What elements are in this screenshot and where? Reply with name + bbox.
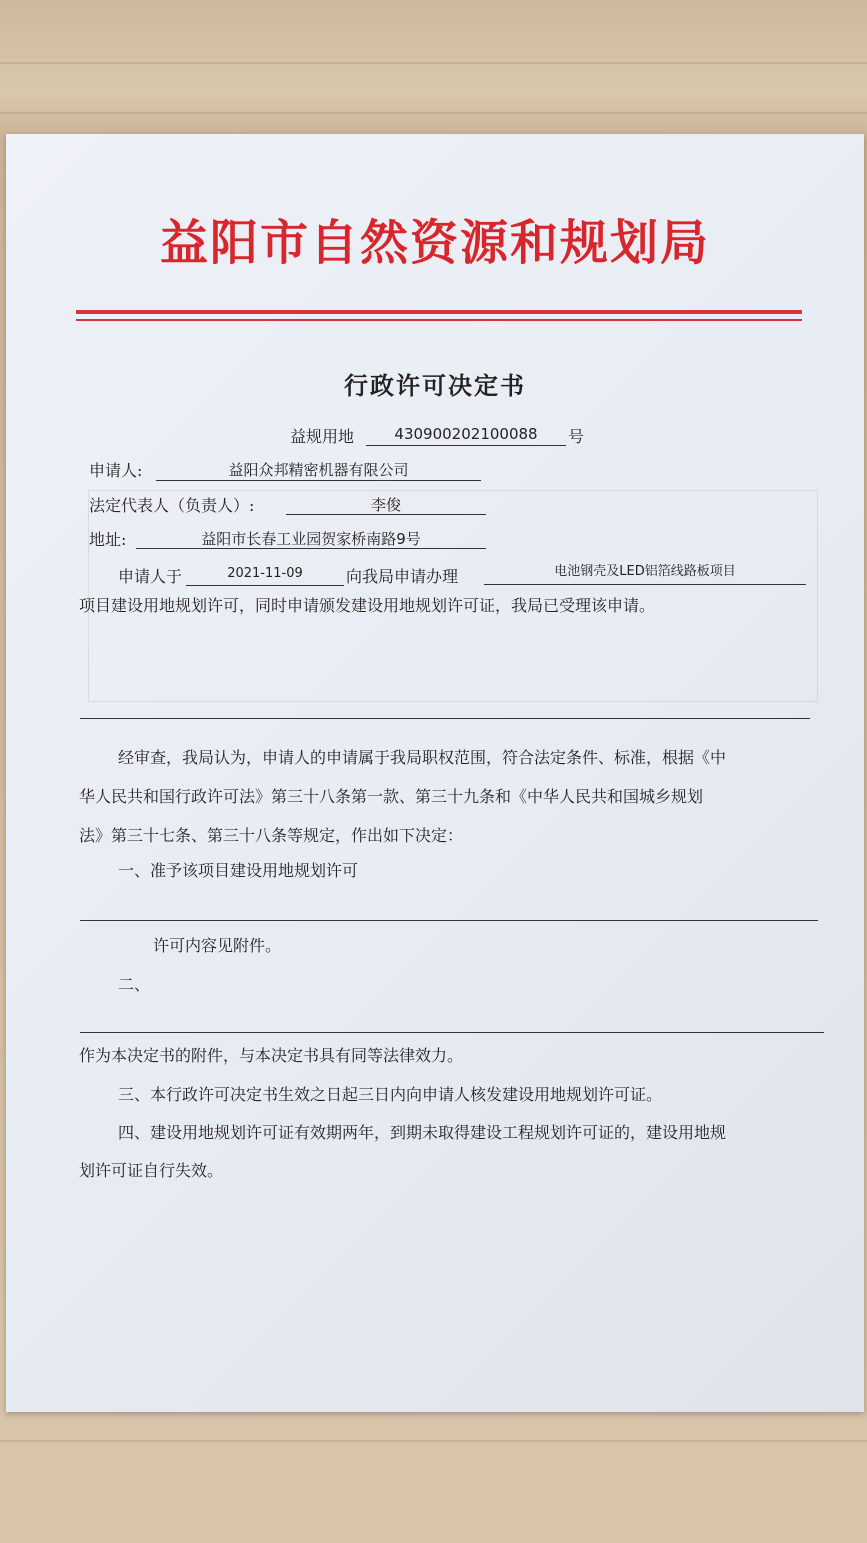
table-edge	[0, 112, 867, 114]
decision-4-line1: 四、建设用地规划许可证有效期两年，到期未取得建设工程规划许可证的，建设用地规	[118, 1123, 727, 1142]
applicant-value: 益阳众邦精密机器有限公司	[228, 461, 409, 479]
header-rule-thick	[76, 310, 802, 314]
applicant-underline	[156, 480, 481, 481]
table-edge	[0, 1440, 867, 1442]
blank-line-3	[80, 1032, 824, 1033]
project-name: 电池钢壳及LED铝箔线路板项目	[554, 564, 736, 579]
decision-1: 一、准予该项目建设用地规划许可	[118, 861, 359, 880]
table-edge	[0, 62, 867, 64]
doc-number-suffix: 号	[568, 427, 585, 446]
address-value: 益阳市长春工业园贺家桥南路9号	[201, 530, 421, 548]
review-line3: 法》第三十七条、第三十八条等规定，作出如下决定：	[79, 826, 464, 845]
attachment-note: 许可内容见附件。	[153, 936, 282, 955]
review-line1: 经审查，我局认为，申请人的申请属于我局职权范围，符合法定条件、标准，根据《中	[118, 748, 727, 767]
doc-number-underline	[366, 445, 566, 446]
doc-number-prefix: 益规用地	[290, 427, 355, 446]
header-rule-thin	[76, 319, 802, 321]
applicant-label: 申请人:	[89, 461, 143, 480]
project-name-underline	[484, 584, 806, 585]
application-intro: 申请人于	[118, 567, 183, 586]
address-label: 地址:	[89, 530, 127, 549]
doc-number-value: 430900202100088	[394, 425, 538, 443]
attachment-effect: 作为本决定书的附件，与本决定书具有同等法律效力。	[79, 1046, 464, 1065]
decision-3: 三、本行政许可决定书生效之日起三日内向申请人核发建设用地规划许可证。	[118, 1085, 663, 1104]
decision-2: 二、	[118, 975, 151, 994]
address-underline	[136, 548, 486, 549]
document-title: 行政许可决定书	[344, 371, 526, 400]
legal-rep-value: 李俊	[370, 496, 401, 514]
blank-line-1	[80, 718, 810, 719]
legal-rep-label: 法定代表人（负责人）:	[89, 496, 255, 515]
application-date-underline	[186, 585, 344, 586]
legal-rep-underline	[286, 514, 486, 515]
blank-line-2	[80, 920, 818, 921]
agency-header: 益阳市自然资源和规划局	[159, 215, 710, 271]
application-date: 2021-11-09	[227, 566, 303, 581]
document-page	[6, 134, 864, 1412]
application-mid: 向我局申请办理	[346, 567, 459, 586]
application-line2: 项目建设用地规划许可，同时申请颁发建设用地规划许可证，我局已受理该申请。	[79, 596, 656, 615]
decision-4-line2: 划许可证自行失效。	[79, 1161, 224, 1180]
review-line2: 华人民共和国行政许可法》第三十八条第一款、第三十九条和《中华人民共和国城乡规划	[79, 787, 704, 806]
